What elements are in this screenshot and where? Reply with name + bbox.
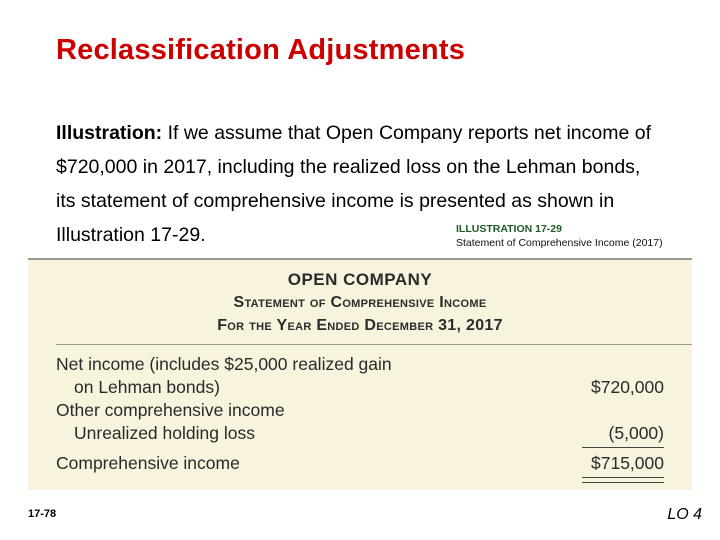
statement-header	[28, 268, 692, 337]
row-label: Other comprehensive income	[56, 400, 285, 420]
illustration-caption: Statement of Comprehensive Income (2017)	[456, 237, 663, 249]
row-label: Net income (includes $25,000 realized gain	[56, 354, 392, 374]
slide-title: Reclassification Adjustments	[56, 34, 466, 66]
statement-row	[56, 453, 664, 474]
row-amount: (5,000)	[608, 423, 664, 443]
row-label: on Lehman bonds)	[74, 377, 220, 397]
statement-row	[56, 423, 664, 444]
row-amount: $720,000	[591, 377, 664, 397]
illustration-tag	[456, 222, 663, 250]
statement-row	[56, 377, 664, 398]
statement-header-rule	[56, 344, 692, 345]
statement-title: Statement of Comprehensive Income	[233, 294, 487, 311]
intro-lead: Illustration:	[56, 122, 163, 144]
statement-row	[56, 354, 664, 375]
illustration-number: ILLUSTRATION 17-29	[456, 223, 562, 235]
row-label: Unrealized holding loss	[74, 423, 255, 443]
statement-company: OPEN COMPANY	[287, 270, 433, 289]
statement-panel	[28, 258, 692, 490]
subtotal-underline	[582, 447, 664, 448]
total-double-underline	[582, 477, 664, 483]
statement-row	[56, 400, 664, 421]
row-label: Comprehensive income	[56, 453, 240, 473]
learning-objective: LO 4	[667, 506, 702, 523]
statement-top-rule	[28, 258, 692, 260]
intro-text: If we assume that Open Company reports net income of $720,000 in 2017, including the realized loss on the Lehman bonds, its statement of comprehensive income is presented as shown in Illustration 17-29.	[56, 122, 651, 246]
page-number: 17-78	[28, 508, 57, 520]
statement-period: For the Year Ended December 31, 2017	[217, 317, 503, 334]
row-amount: $715,000	[591, 453, 664, 473]
